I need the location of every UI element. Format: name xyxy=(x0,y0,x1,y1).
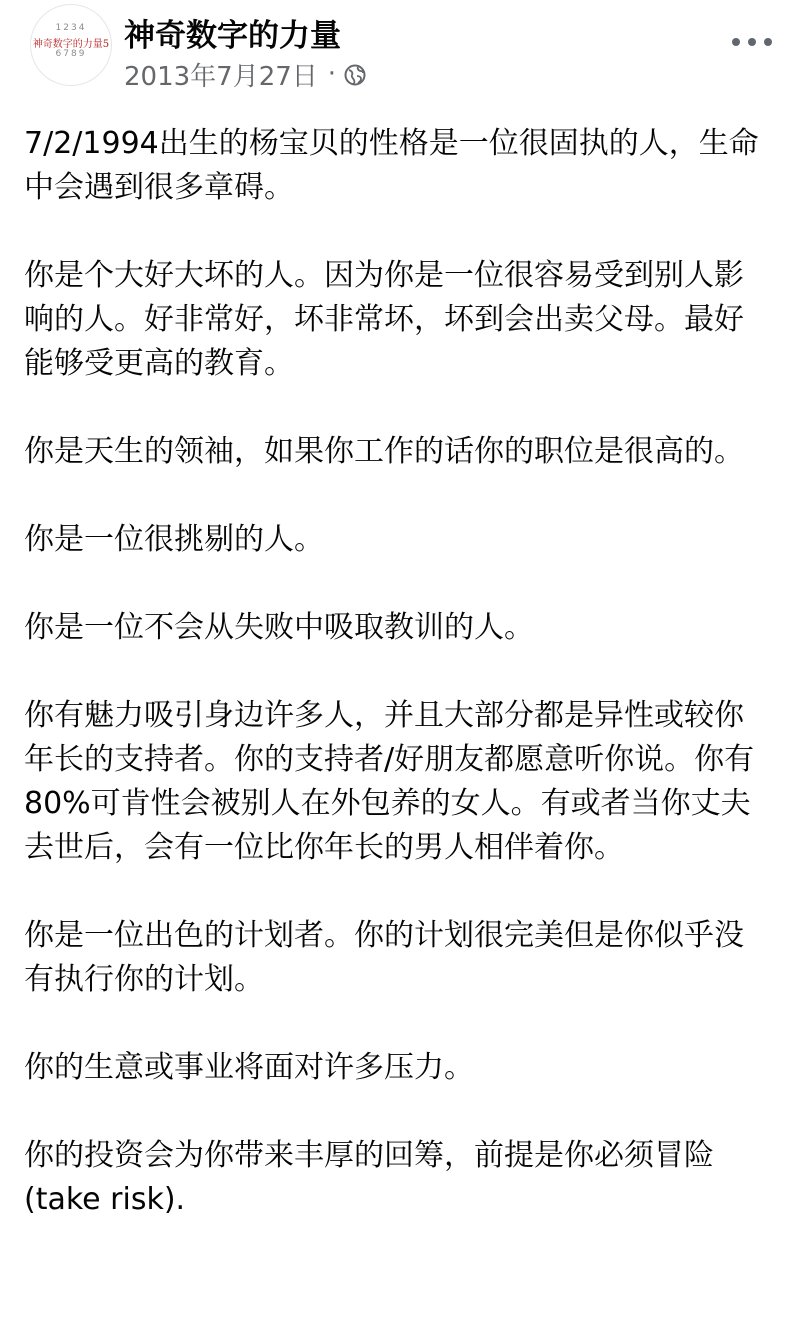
more-options-button[interactable] xyxy=(732,30,772,54)
page-name-link[interactable]: 神奇数字的力量 xyxy=(124,18,341,54)
post-header xyxy=(0,0,800,110)
post-paragraph: 你的生意或事业将面对许多压力。 xyxy=(24,1050,474,1085)
page-avatar[interactable] xyxy=(30,4,112,86)
post-body xyxy=(24,122,764,1266)
post-paragraph: 你是一位很挑剔的人。 xyxy=(24,522,324,557)
globe-icon[interactable] xyxy=(344,63,366,85)
post-meta xyxy=(124,56,366,92)
post-paragraph: 你是一位不会从失败中吸取教训的人。 xyxy=(24,610,534,645)
post-paragraph: 你的投资会为你带来丰厚的回筹，前提是你必须冒险 (take risk). xyxy=(24,1138,714,1217)
avatar-digits-bottom: 6789 xyxy=(55,49,87,59)
ellipsis-icon xyxy=(732,38,740,46)
post-paragraph: 你是一位出色的计划者。你的计划很完美但是你似乎没有执行你的计划。 xyxy=(24,918,744,997)
post-date-link[interactable]: 2013年7月27日 xyxy=(124,61,318,92)
post-paragraph: 你是个大好大坏的人。因为你是一位很容易受到别人影响的人。好非常好，坏非常坏，坏到会出卖父母。最好能够受更高的教育。 xyxy=(24,258,744,381)
ellipsis-dot xyxy=(748,38,756,46)
avatar-digits-top: 1234 xyxy=(55,23,87,33)
meta-separator: · xyxy=(327,59,337,89)
avatar-brand-text: 神奇数字的力量5 xyxy=(32,39,110,50)
ellipsis-dot xyxy=(764,38,772,46)
post-paragraph: 你是天生的领袖，如果你工作的话你的职位是很高的。 xyxy=(24,434,744,469)
post-paragraph: 7/2/1994出生的杨宝贝的性格是一位很固执的人，生命中会遇到很多章碍。 xyxy=(24,126,759,205)
post-paragraph: 你有魅力吸引身边许多人，并且大部分都是异性或较你年长的支持者。你的支持者/好朋友都愿意听你说。你有80%可肯性会被别人在外包养的女人。有或者当你丈夫去世后，会有一位比你年长的男人相伴着你。 xyxy=(24,698,755,865)
